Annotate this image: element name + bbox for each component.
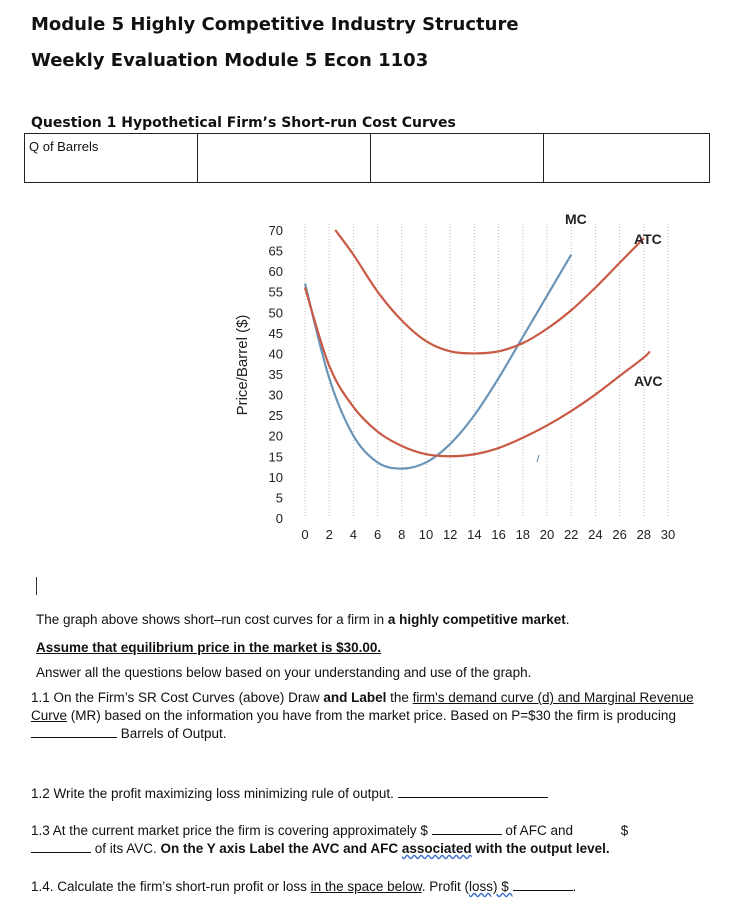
table-header-cell: Q of Barrels [25,134,198,183]
avc-label: AVC [634,373,663,389]
atc-label: ATC [634,231,662,247]
x-tick-label: 14 [467,527,482,542]
y-tick-label: 45 [268,325,283,341]
question-1-4: 1.4. Calculate the firm’s short-run profit or loss in the space below. Profit (loss) $ . [31,879,577,894]
page-title: Module 5 Highly Competitive Industry Structure [31,14,519,35]
y-tick-label: 60 [268,264,283,280]
y-tick-labels [269,223,283,526]
y-tick-label: 15 [268,449,283,465]
x-tick-label: 18 [515,527,531,542]
x-tick-label: 22 [563,527,579,542]
afc-answer-blank[interactable] [432,822,502,835]
assumption-text: Assume that equilibrium price in the market is $30.00. [36,640,382,655]
profit-answer-blank[interactable] [513,878,573,891]
y-tick-label: 5 [275,490,283,506]
y-tick-label: 20 [268,428,283,444]
x-tick-label: 28 [636,527,652,542]
table-cell[interactable] [544,134,710,183]
question-1-1: 1.1 On the Firm’s SR Cost Curves (above) Draw and Label the firm's demand curve (d) and Marginal Revenue Curve (MR) based on the information you have from the market price. Based on P=$30 the firm is producing Barrels of Output. [31,690,694,741]
x-tick-label: 30 [660,527,676,542]
x-tick-label: 10 [418,527,434,542]
x-tick-label: 26 [612,527,627,542]
y-tick-label: 65 [268,243,283,259]
x-tick-label: 6 [373,527,382,542]
table-cell[interactable] [198,134,371,183]
instruction-text: Answer all the questions below based on your understanding and use of the graph. [36,665,532,680]
y-tick-label: 0 [275,511,283,526]
question-1-2: 1.2 Write the profit maximizing loss minimizing rule of output. [31,785,721,803]
y-tick-label: 25 [268,408,283,424]
x-tick-labels [301,527,675,542]
y-tick-label: 30 [268,387,283,403]
x-tick-label: 2 [325,527,333,542]
mc-label: MC [565,211,587,227]
series-group [305,230,650,469]
y-tick-label: 55 [268,284,283,300]
atc-curve [335,230,644,353]
quantity-table [24,133,710,183]
mc-curve [305,255,571,469]
y-tick-label: 40 [268,346,283,362]
avc-curve [305,288,650,457]
x-tick-label: 0 [301,527,309,542]
page-subtitle: Weekly Evaluation Module 5 Econ 1103 [31,50,429,71]
question-1-3: 1.3 At the current market price the firm is covering approximately $ of AFC and $ of its AVC. On the Y axis Label the AVC and AFC associated with the output level. [31,823,629,856]
y-axis-label: Price/Barrel ($) [234,314,251,416]
stray-mark [537,455,539,462]
x-tick-label: 16 [491,527,506,542]
intro-paragraph: The graph above shows short–run cost curves for a firm in a highly competitive market. [36,612,570,627]
output-answer-blank[interactable] [31,725,117,738]
x-tick-label: 20 [539,527,555,542]
x-tick-label: 12 [442,527,458,542]
rule-answer-blank[interactable] [398,785,548,798]
y-tick-label: 50 [268,305,283,321]
cost-curves-chart [0,200,750,550]
x-tick-label: 4 [349,527,358,542]
y-tick-label: 10 [268,469,283,485]
question-heading: Question 1 Hypothetical Firm’s Short-run Cost Curves [31,115,456,131]
text-cursor [36,577,37,595]
x-tick-label: 8 [398,527,406,542]
x-tick-label: 24 [588,527,603,542]
avc-answer-blank[interactable] [31,840,91,853]
y-tick-label: 70 [268,223,283,238]
table-cell[interactable] [371,134,544,183]
y-tick-label: 35 [268,367,283,382]
